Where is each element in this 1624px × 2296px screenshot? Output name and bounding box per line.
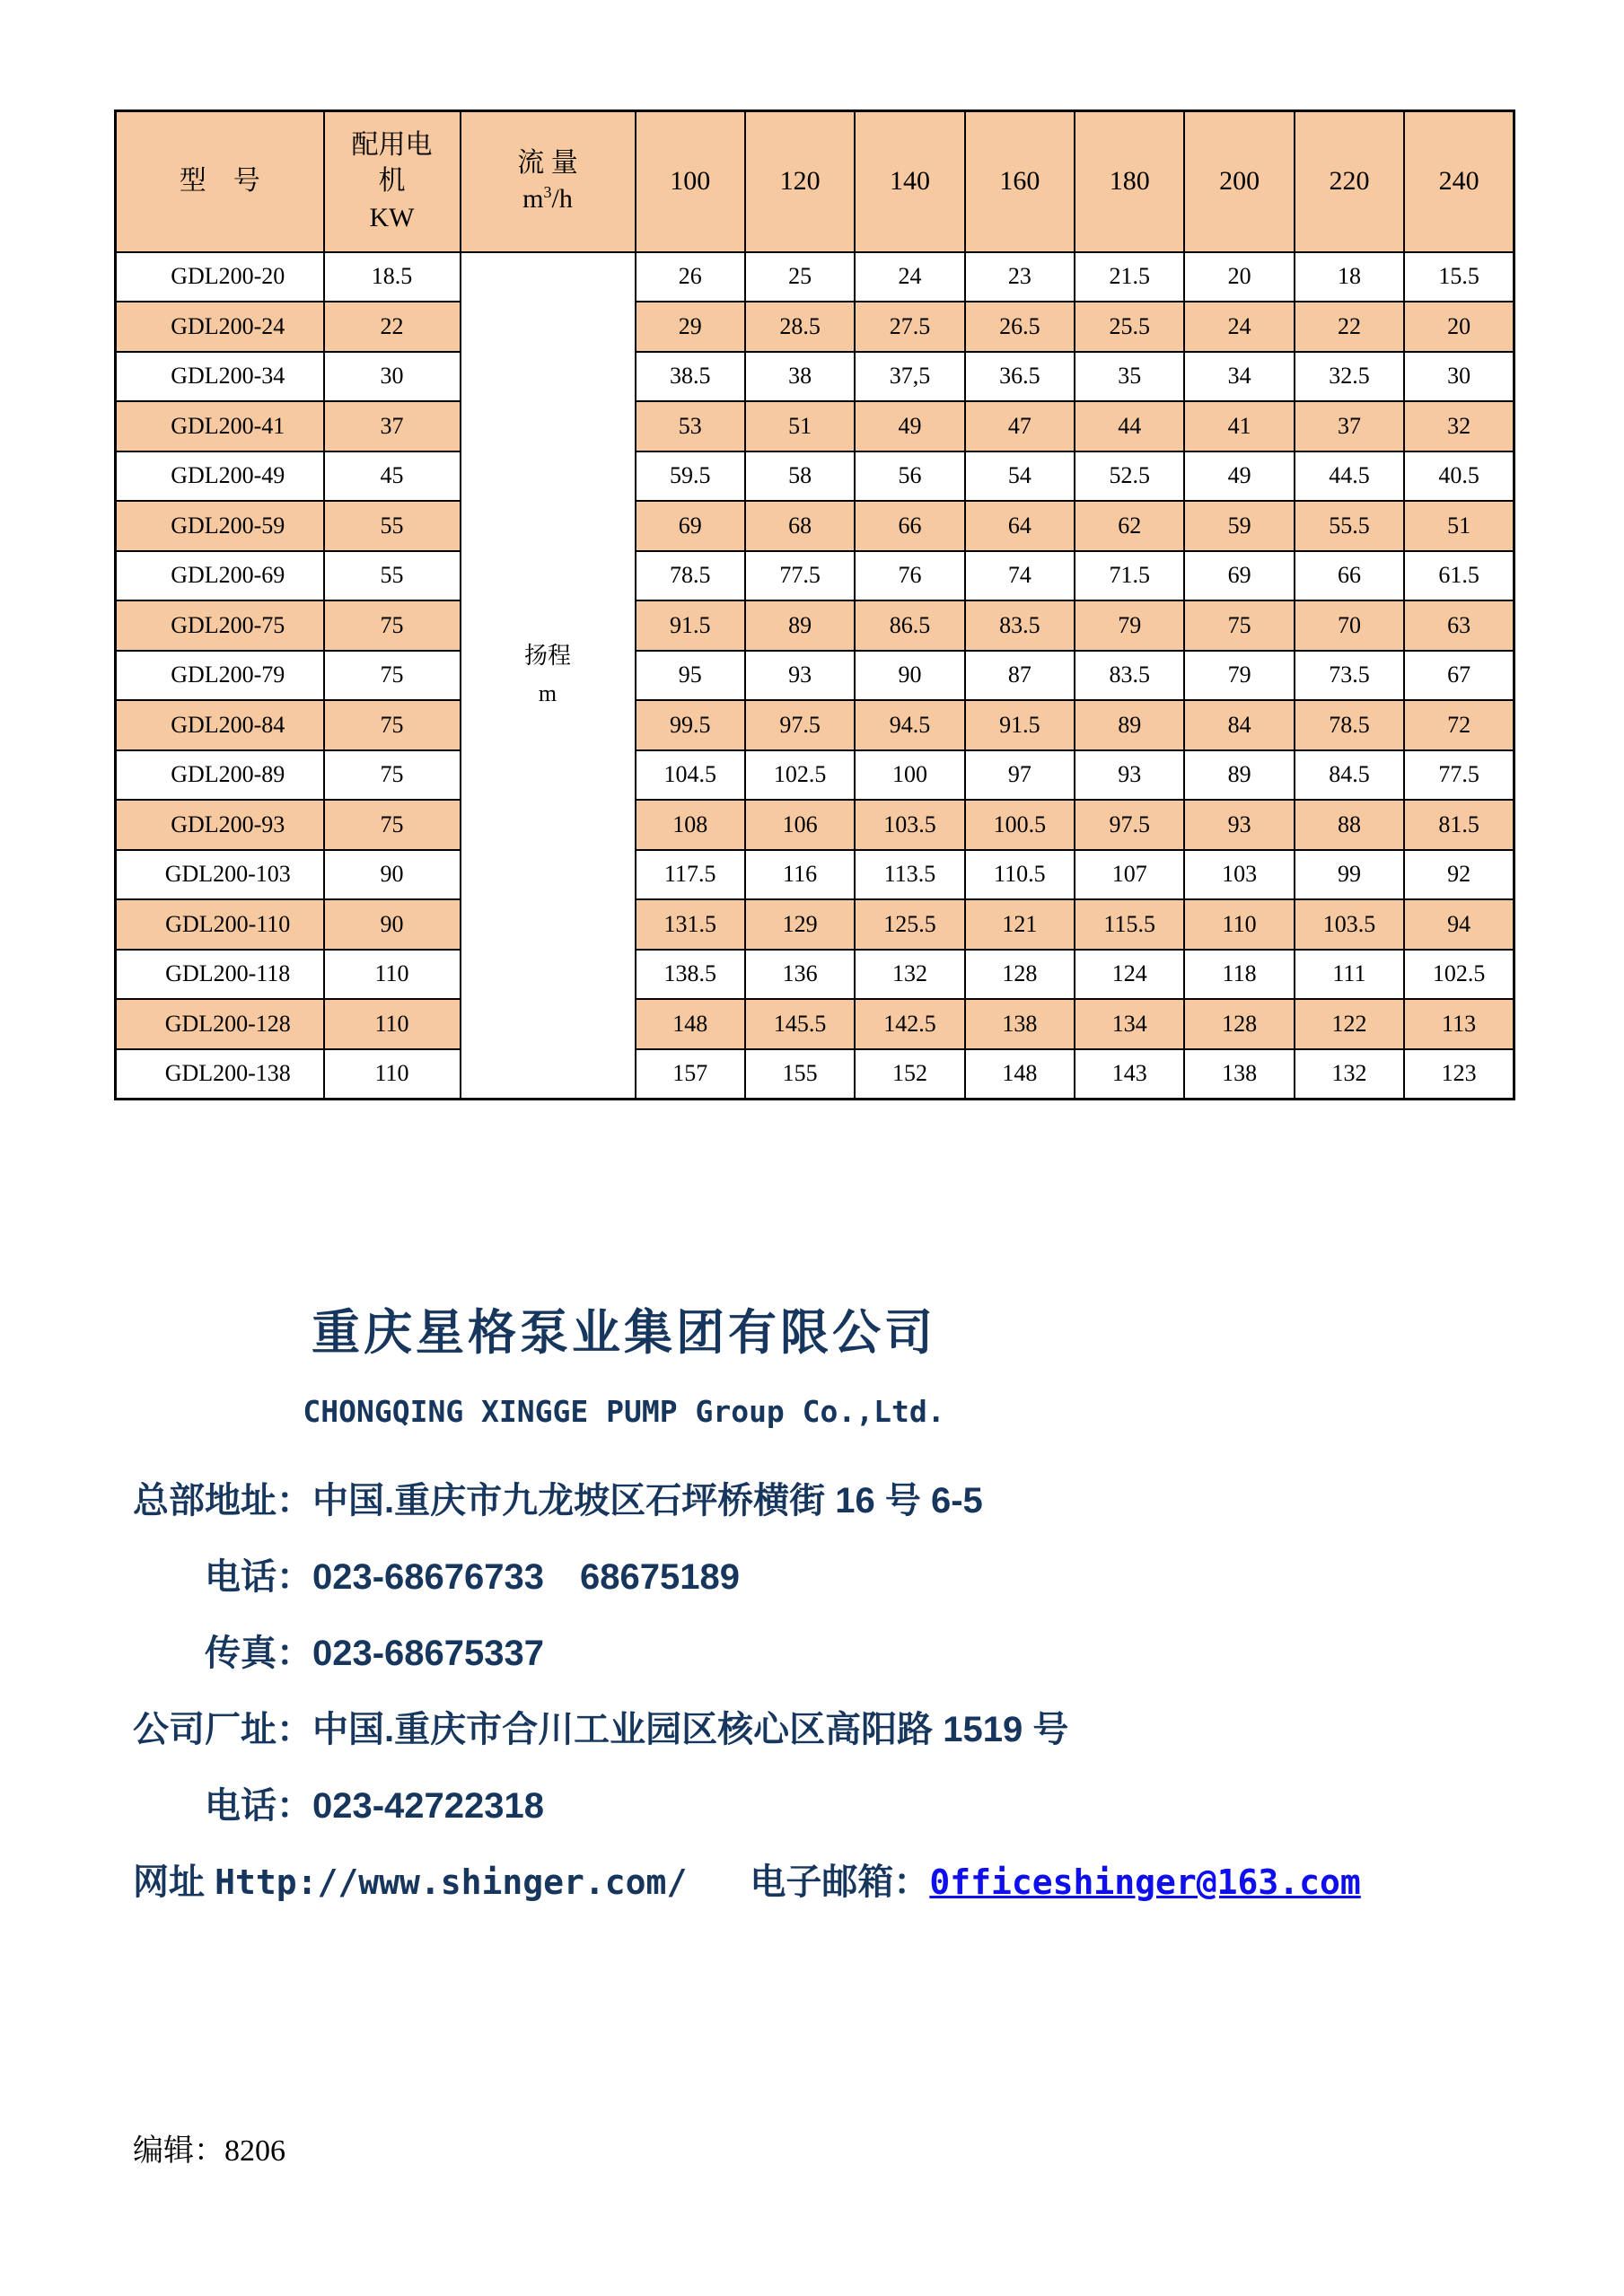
head-value-cell: 44.5: [1295, 451, 1404, 502]
head-value-cell: 89: [745, 600, 855, 651]
table-row: [116, 651, 1514, 701]
hq-phone-value: 023-68676733 68675189: [312, 1557, 740, 1597]
head-value-cell: 21.5: [1075, 252, 1184, 302]
head-value-cell: 55.5: [1295, 501, 1404, 551]
motor-kw-cell: 90: [324, 899, 461, 950]
motor-kw-cell: 22: [324, 302, 461, 352]
head-value-cell: 83.5: [965, 600, 1075, 651]
table-row: [116, 850, 1514, 900]
head-value-cell: 124: [1075, 950, 1184, 1000]
head-value-cell: 113.5: [855, 850, 964, 900]
head-value-cell: 155: [745, 1049, 855, 1100]
head-value-cell: 77.5: [1404, 750, 1514, 801]
head-value-cell: 121: [965, 899, 1075, 950]
model-cell: GDL200-24: [116, 302, 324, 352]
motor-kw-cell: 75: [324, 651, 461, 701]
head-value-cell: 20: [1404, 302, 1514, 352]
head-value-cell: 99: [1295, 850, 1404, 900]
head-value-cell: 38: [745, 352, 855, 402]
editor-label: 编辑：: [133, 2134, 224, 2168]
table-row: [116, 302, 1514, 352]
head-value-cell: 24: [855, 252, 964, 302]
head-value-cell: 95: [636, 651, 745, 701]
head-value-cell: 29: [636, 302, 745, 352]
contact-block: [133, 1479, 1361, 1937]
head-value-cell: 100: [855, 750, 964, 801]
email-link[interactable]: 0fficeshinger@163.com: [929, 1862, 1361, 1902]
head-value-cell: 24: [1184, 302, 1294, 352]
head-value-cell: 74: [965, 551, 1075, 601]
head-value-cell: 128: [965, 950, 1075, 1000]
pump-spec-table: [114, 110, 1515, 1100]
head-value-cell: 110.5: [965, 850, 1075, 900]
hq-address-line: [133, 1479, 1361, 1522]
hq-address-value: 中国.重庆市九龙坡区石坪桥横街 16 号 6-5: [312, 1481, 983, 1520]
table-row: [116, 950, 1514, 1000]
head-value-cell: 142.5: [855, 999, 964, 1049]
head-value-cell: 37,5: [855, 352, 964, 402]
head-value-cell: 66: [855, 501, 964, 551]
head-value-cell: 143: [1075, 1049, 1184, 1100]
head-value-cell: 78.5: [636, 551, 745, 601]
motor-kw-cell: 55: [324, 551, 461, 601]
head-value-cell: 51: [1404, 501, 1514, 551]
head-value-cell: 152: [855, 1049, 964, 1100]
head-value-cell: 157: [636, 1049, 745, 1100]
head-value-cell: 111: [1295, 950, 1404, 1000]
head-value-cell: 30: [1404, 352, 1514, 402]
table-row: [116, 600, 1514, 651]
header-flow-200: 200: [1184, 111, 1294, 252]
head-value-cell: 35: [1075, 352, 1184, 402]
motor-kw-cell: 37: [324, 401, 461, 451]
head-label: 扬程: [523, 643, 571, 670]
header-motor-kw-line1: 配用电: [351, 129, 433, 160]
model-cell: GDL200-103: [116, 850, 324, 900]
header-flow-rate: [461, 111, 636, 252]
head-value-cell: 61.5: [1404, 551, 1514, 601]
head-value-cell: 20: [1184, 252, 1294, 302]
company-name-cn: 重庆星格泵业集团有限公司: [312, 1306, 936, 1360]
head-value-cell: 77.5: [745, 551, 855, 601]
head-value-cell: 97.5: [1075, 800, 1184, 850]
fax-line: [133, 1632, 1361, 1675]
head-value-cell: 76: [855, 551, 964, 601]
head-value-cell: 26.5: [965, 302, 1075, 352]
motor-kw-cell: 75: [324, 800, 461, 850]
model-cell: GDL200-69: [116, 551, 324, 601]
head-value-cell: 87: [965, 651, 1075, 701]
head-value-cell: 92: [1404, 850, 1514, 900]
head-value-cell: 36.5: [965, 352, 1075, 402]
header-model: 型 号: [116, 111, 324, 252]
model-cell: GDL200-59: [116, 501, 324, 551]
head-value-cell: 86.5: [855, 600, 964, 651]
model-cell: GDL200-49: [116, 451, 324, 502]
editor-value: 8206: [224, 2134, 285, 2168]
head-value-cell: 58: [745, 451, 855, 502]
website-label: 网址: [133, 1862, 215, 1902]
head-unit: m: [538, 680, 557, 706]
head-value-cell: 94.5: [855, 700, 964, 750]
head-value-cell: 103: [1184, 850, 1294, 900]
head-value-cell: 91.5: [636, 600, 745, 651]
head-value-cell: 52.5: [1075, 451, 1184, 502]
head-value-cell: 84: [1184, 700, 1294, 750]
head-value-cell: 129: [745, 899, 855, 950]
head-value-cell: 132: [855, 950, 964, 1000]
head-value-cell: 38.5: [636, 352, 745, 402]
head-value-cell: 89: [1184, 750, 1294, 801]
head-value-cell: 26: [636, 252, 745, 302]
header-flow-240: 240: [1404, 111, 1514, 252]
model-cell: GDL200-128: [116, 999, 324, 1049]
head-value-cell: 68: [745, 501, 855, 551]
fax-value: 023-68675337: [312, 1634, 545, 1673]
head-value-cell: 25: [745, 252, 855, 302]
table-row: [116, 551, 1514, 601]
head-value-cell: 28.5: [745, 302, 855, 352]
head-value-cell: 93: [745, 651, 855, 701]
factory-phone-value: 023-42722318: [312, 1786, 545, 1826]
head-value-cell: 118: [1184, 950, 1294, 1000]
head-value-cell: 83.5: [1075, 651, 1184, 701]
factory-address-label: 公司厂址：: [133, 1710, 312, 1749]
head-value-cell: 53: [636, 401, 745, 451]
motor-kw-cell: 30: [324, 352, 461, 402]
motor-kw-cell: 75: [324, 600, 461, 651]
motor-kw-cell: 110: [324, 999, 461, 1049]
email-label: 电子邮箱：: [750, 1862, 930, 1902]
factory-phone-label: 电话：: [205, 1786, 312, 1826]
head-value-cell: 128: [1184, 999, 1294, 1049]
head-value-cell: 69: [636, 501, 745, 551]
hq-address-label: 总部地址：: [133, 1481, 312, 1520]
head-value-cell: 104.5: [636, 750, 745, 801]
header-flow-label: 流 量: [517, 147, 578, 178]
head-value-cell: 73.5: [1295, 651, 1404, 701]
head-value-cell: 103.5: [1295, 899, 1404, 950]
head-value-cell: 15.5: [1404, 252, 1514, 302]
motor-kw-cell: 75: [324, 700, 461, 750]
head-value-cell: 75: [1184, 600, 1294, 651]
fax-label: 传真：: [205, 1634, 312, 1673]
head-value-cell: 41: [1184, 401, 1294, 451]
table-row: [116, 750, 1514, 801]
head-value-cell: 113: [1404, 999, 1514, 1049]
website-url: Http://www.shinger.com/: [215, 1862, 688, 1902]
factory-address-value: 中国.重庆市合川工业园区核心区高阳路 1519 号: [312, 1710, 1069, 1749]
table-row: [116, 700, 1514, 750]
head-value-cell: 97: [965, 750, 1075, 801]
head-value-cell: 138: [965, 999, 1075, 1049]
motor-kw-cell: 75: [324, 750, 461, 801]
head-value-cell: 22: [1295, 302, 1404, 352]
model-cell: GDL200-84: [116, 700, 324, 750]
factory-address-line: [133, 1708, 1361, 1751]
model-cell: GDL200-75: [116, 600, 324, 651]
head-value-cell: 40.5: [1404, 451, 1514, 502]
table-header-row: [116, 111, 1514, 252]
head-value-cell: 59: [1184, 501, 1294, 551]
head-value-cell: 44: [1075, 401, 1184, 451]
head-value-cell: 148: [965, 1049, 1075, 1100]
head-value-cell: 79: [1184, 651, 1294, 701]
head-value-cell: 70: [1295, 600, 1404, 651]
table-row: [116, 1049, 1514, 1100]
motor-kw-cell: 110: [324, 950, 461, 1000]
model-cell: GDL200-89: [116, 750, 324, 801]
head-value-cell: 69: [1184, 551, 1294, 601]
head-value-cell: 116: [745, 850, 855, 900]
header-flow-140: 140: [855, 111, 964, 252]
factory-phone-line: [133, 1784, 1361, 1827]
head-unit-merged-cell: [461, 252, 636, 1100]
model-cell: GDL200-79: [116, 651, 324, 701]
table-row: [116, 451, 1514, 502]
head-value-cell: 25.5: [1075, 302, 1184, 352]
head-value-cell: 132: [1295, 1049, 1404, 1100]
head-value-cell: 148: [636, 999, 745, 1049]
table-row: [116, 800, 1514, 850]
head-value-cell: 88: [1295, 800, 1404, 850]
header-motor-kw: [324, 111, 461, 252]
header-motor-kw-line2: 机: [378, 166, 406, 196]
header-flow-220: 220: [1295, 111, 1404, 252]
head-value-cell: 71.5: [1075, 551, 1184, 601]
head-value-cell: 90: [855, 651, 964, 701]
head-value-cell: 62: [1075, 501, 1184, 551]
head-value-cell: 117.5: [636, 850, 745, 900]
table-row: [116, 352, 1514, 402]
head-value-cell: 102.5: [745, 750, 855, 801]
head-value-cell: 123: [1404, 1049, 1514, 1100]
head-value-cell: 108: [636, 800, 745, 850]
head-value-cell: 138: [1184, 1049, 1294, 1100]
table-row: [116, 252, 1514, 302]
header-flow-120: 120: [745, 111, 855, 252]
head-value-cell: 107: [1075, 850, 1184, 900]
head-value-cell: 97.5: [745, 700, 855, 750]
head-value-cell: 49: [855, 401, 964, 451]
head-value-cell: 131.5: [636, 899, 745, 950]
head-value-cell: 59.5: [636, 451, 745, 502]
head-value-cell: 93: [1184, 800, 1294, 850]
head-value-cell: 134: [1075, 999, 1184, 1049]
head-value-cell: 122: [1295, 999, 1404, 1049]
table-row: [116, 501, 1514, 551]
head-value-cell: 103.5: [855, 800, 964, 850]
header-flow-unit: $m^3/h$: [522, 183, 573, 215]
head-value-cell: 94: [1404, 899, 1514, 950]
model-cell: GDL200-93: [116, 800, 324, 850]
head-value-cell: 115.5: [1075, 899, 1184, 950]
head-value-cell: 37: [1295, 401, 1404, 451]
table-row: [116, 401, 1514, 451]
head-value-cell: 89: [1075, 700, 1184, 750]
head-value-cell: 72: [1404, 700, 1514, 750]
head-value-cell: 102.5: [1404, 950, 1514, 1000]
editor-note: [133, 2125, 285, 2169]
head-value-cell: 47: [965, 401, 1075, 451]
head-value-cell: 106: [745, 800, 855, 850]
motor-kw-cell: 55: [324, 501, 461, 551]
head-value-cell: 56: [855, 451, 964, 502]
model-cell: GDL200-138: [116, 1049, 324, 1100]
head-value-cell: 54: [965, 451, 1075, 502]
head-value-cell: 34: [1184, 352, 1294, 402]
head-value-cell: 32.5: [1295, 352, 1404, 402]
head-value-cell: 100.5: [965, 800, 1075, 850]
model-cell: GDL200-110: [116, 899, 324, 950]
head-value-cell: 91.5: [965, 700, 1075, 750]
head-value-cell: 49: [1184, 451, 1294, 502]
head-value-cell: 125.5: [855, 899, 964, 950]
motor-kw-cell: 110: [324, 1049, 461, 1100]
head-value-cell: 23: [965, 252, 1075, 302]
head-value-cell: 66: [1295, 551, 1404, 601]
head-value-cell: 27.5: [855, 302, 964, 352]
company-block: [135, 1294, 1113, 1429]
head-value-cell: 63: [1404, 600, 1514, 651]
head-value-cell: 18: [1295, 252, 1404, 302]
motor-kw-cell: 45: [324, 451, 461, 502]
head-value-cell: 32: [1404, 401, 1514, 451]
header-flow-180: 180: [1075, 111, 1184, 252]
head-value-cell: 78.5: [1295, 700, 1404, 750]
header-flow-160: 160: [965, 111, 1075, 252]
head-value-cell: 81.5: [1404, 800, 1514, 850]
head-value-cell: 99.5: [636, 700, 745, 750]
web-email-line: [133, 1861, 1361, 1904]
model-cell: GDL200-34: [116, 352, 324, 402]
company-name-en: CHONGQING XINGGE PUMP Group Co.,Ltd.: [303, 1394, 945, 1429]
header-flow-100: 100: [636, 111, 745, 252]
head-value-cell: 136: [745, 950, 855, 1000]
head-value-cell: 110: [1184, 899, 1294, 950]
head-value-cell: 84.5: [1295, 750, 1404, 801]
head-value-cell: 64: [965, 501, 1075, 551]
header-motor-kw-line3: KW: [369, 202, 415, 232]
head-value-cell: 138.5: [636, 950, 745, 1000]
head-value-cell: 93: [1075, 750, 1184, 801]
hq-phone-label: 电话：: [205, 1557, 312, 1597]
model-cell: GDL200-20: [116, 252, 324, 302]
model-cell: GDL200-118: [116, 950, 324, 1000]
model-cell: GDL200-41: [116, 401, 324, 451]
table-row: [116, 899, 1514, 950]
head-value-cell: 51: [745, 401, 855, 451]
table-row: [116, 999, 1514, 1049]
head-value-cell: 67: [1404, 651, 1514, 701]
motor-kw-cell: 90: [324, 850, 461, 900]
hq-phone-line: [133, 1555, 1361, 1599]
head-value-cell: 145.5: [745, 999, 855, 1049]
motor-kw-cell: 18.5: [324, 252, 461, 302]
head-value-cell: 79: [1075, 600, 1184, 651]
